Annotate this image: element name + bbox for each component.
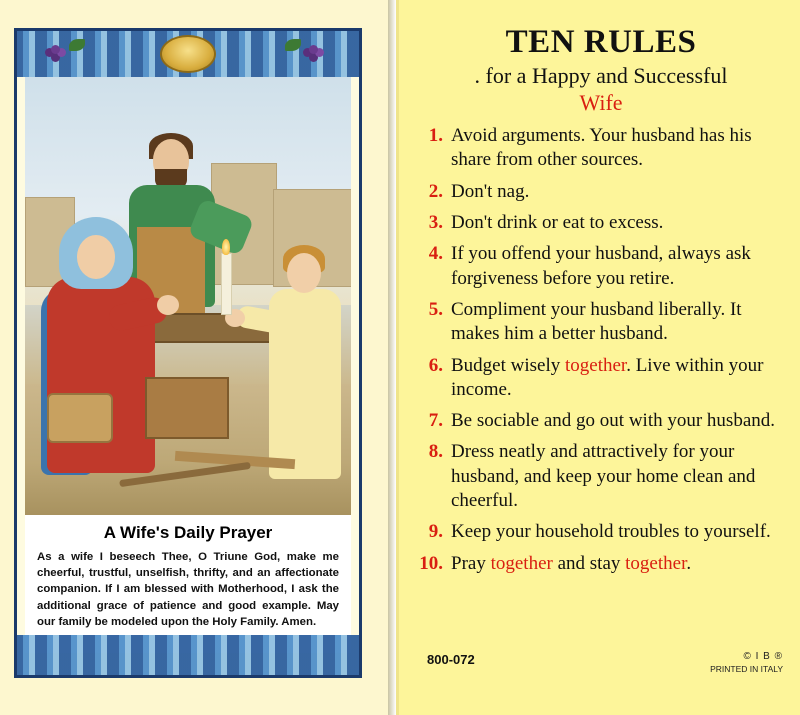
decorative-border-top bbox=[17, 31, 359, 77]
rule-number: 10. bbox=[419, 552, 443, 574]
rule-item bbox=[417, 552, 789, 576]
rule-number: 8. bbox=[428, 441, 443, 463]
printer-imprint bbox=[710, 650, 783, 675]
rules-card-content bbox=[413, 10, 789, 705]
left-holy-card bbox=[0, 0, 388, 715]
rule-number: 1. bbox=[428, 125, 443, 146]
card-gap-shadow bbox=[388, 0, 396, 715]
rule-text: Don't nag. bbox=[451, 180, 530, 202]
rule-item bbox=[417, 124, 789, 173]
page-subtitle: . for a Happy and Successful bbox=[474, 63, 728, 88]
rule-text: Avoid arguments. Your husband has his share from other sources. bbox=[451, 125, 752, 171]
publisher-logo-icon: © I B ® bbox=[743, 651, 783, 663]
rule-number: 7. bbox=[428, 410, 443, 432]
rule-number: 3. bbox=[428, 211, 443, 233]
rule-item bbox=[417, 211, 789, 235]
mary-hand bbox=[157, 295, 179, 315]
prayer-block bbox=[25, 515, 351, 653]
rule-text: Compliment your husband liberally. It makes him a better husband. bbox=[451, 298, 742, 345]
card-number: 800-072 bbox=[427, 652, 475, 667]
rule-number: 9. bbox=[428, 521, 443, 543]
rule-text: Keep your household troubles to yourself. bbox=[451, 521, 771, 543]
rule-highlight-word: together bbox=[490, 552, 553, 574]
rule-highlight-word: together bbox=[625, 552, 687, 574]
rule-item bbox=[417, 520, 789, 544]
rule-text: If you offend your husband, always ask forgiveness before you retire. bbox=[451, 243, 751, 289]
rule-item bbox=[417, 409, 789, 433]
card-frame bbox=[14, 28, 362, 678]
rule-text: Pray together and stay together. bbox=[451, 552, 692, 574]
rule-item bbox=[417, 354, 789, 403]
rule-text: Budget wisely together. Live within your income. bbox=[451, 354, 764, 400]
rule-number: 2. bbox=[428, 180, 443, 202]
rule-item bbox=[417, 180, 789, 204]
decorative-border-bottom bbox=[17, 635, 359, 675]
rule-text: Dress neatly and attractively for your husband, and keep your home clean and cheerful. bbox=[451, 441, 756, 512]
mary-face bbox=[77, 235, 115, 279]
rule-highlight-word: together bbox=[565, 354, 627, 376]
rule-text: Don't drink or eat to excess. bbox=[451, 211, 664, 233]
carpenter-toolbox bbox=[145, 377, 229, 439]
candle-flame-icon bbox=[222, 239, 230, 255]
rule-text: Be sociable and go out with your husband. bbox=[451, 410, 776, 432]
prayer-title: A Wife's Daily Prayer bbox=[103, 523, 273, 542]
printed-in-label: PRINTED IN ITALY bbox=[710, 663, 783, 674]
page-title: TEN RULES bbox=[505, 24, 697, 60]
rule-item bbox=[417, 440, 789, 513]
candle bbox=[221, 253, 232, 315]
prayer-body: As a wife I beseech Thee, O Triune God, make me cheerful, trustful, unselfish, thrifty, and an affectionate companion. If I am blessed with Motherhood, I ask the additional grace of patience and good example. May our family be modeled upon the Holy Family. Amen. bbox=[37, 551, 339, 628]
rule-item bbox=[417, 298, 789, 347]
right-rules-card bbox=[396, 0, 800, 715]
woven-basket bbox=[47, 393, 113, 443]
rule-number: 5. bbox=[428, 298, 443, 320]
rules-list bbox=[413, 124, 789, 576]
rule-item bbox=[417, 242, 789, 291]
child-jesus-head bbox=[287, 253, 321, 293]
rule-number: 6. bbox=[428, 354, 443, 376]
holy-family-picture bbox=[25, 77, 351, 515]
page-subtitle-accent: Wife bbox=[579, 90, 623, 115]
rule-number: 4. bbox=[428, 243, 443, 265]
